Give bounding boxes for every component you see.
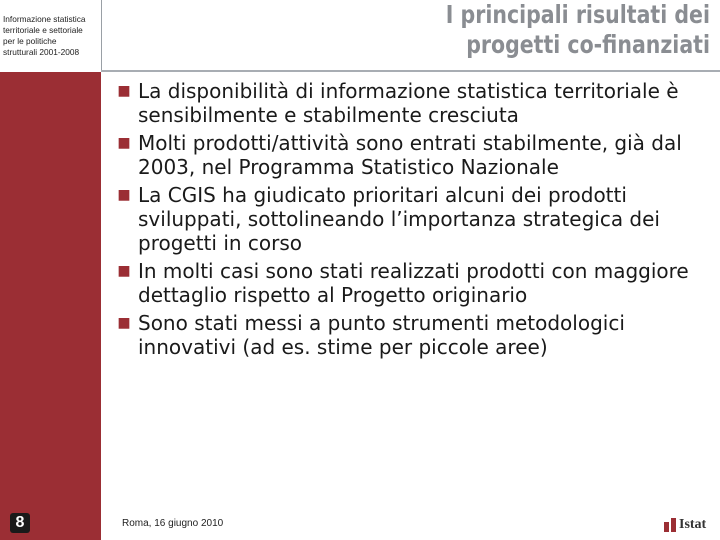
bullet-item (110, 311, 710, 359)
bullet-text: Molti prodotti/attività sono entrati stabilmente, già dal 2003, nel Programma Statistico Nazionale (138, 131, 682, 179)
header-divider (101, 70, 720, 72)
header-subtitle-line: territoriale e settoriale (3, 25, 83, 35)
bullet-list (110, 79, 710, 363)
slide-title (366, 0, 710, 60)
square-bullet-icon: ■ (117, 315, 131, 331)
square-bullet-icon: ■ (117, 83, 131, 99)
header-subtitle-line: Informazione statistica (3, 14, 86, 24)
bullet-text: In molti casi sono stati realizzati prodotti con maggiore dettaglio rispetto al Progetto originario (138, 259, 689, 307)
bullet-item (110, 131, 710, 179)
sidebar-band (0, 72, 101, 540)
square-bullet-icon: ■ (117, 187, 131, 203)
bullet-text: La disponibilità di informazione statistica territoriale è sensibilmente e stabilmente cresciuta (138, 79, 679, 127)
footer-date: Roma, 16 giugno 2010 (122, 518, 224, 529)
header-box (0, 0, 102, 71)
bullet-text: La CGIS ha giudicato prioritari alcuni dei prodotti sviluppati, sottolineando l’importanza strategica dei progetti in corso (138, 183, 660, 255)
slide-title-line: progetti co-finanziati (466, 30, 710, 59)
header-subtitle-line: strutturali 2001-2008 (3, 47, 80, 57)
slide-title-line: I principali risultati dei (445, 0, 710, 29)
bullet-item (110, 183, 710, 255)
bullet-item (110, 259, 710, 307)
logo-text: Istat (679, 517, 707, 532)
istat-logo-icon (664, 518, 676, 532)
square-bullet-icon: ■ (117, 135, 131, 151)
header-subtitle (3, 14, 99, 58)
bullet-text: Sono stati messi a punto strumenti metodologici innovativi (ad es. stime per piccole aree) (138, 311, 625, 359)
page-number: 8 (10, 513, 30, 533)
square-bullet-icon: ■ (117, 263, 131, 279)
bullet-item (110, 79, 710, 127)
istat-logo (664, 514, 716, 536)
header-subtitle-line: per le politiche (3, 36, 57, 46)
